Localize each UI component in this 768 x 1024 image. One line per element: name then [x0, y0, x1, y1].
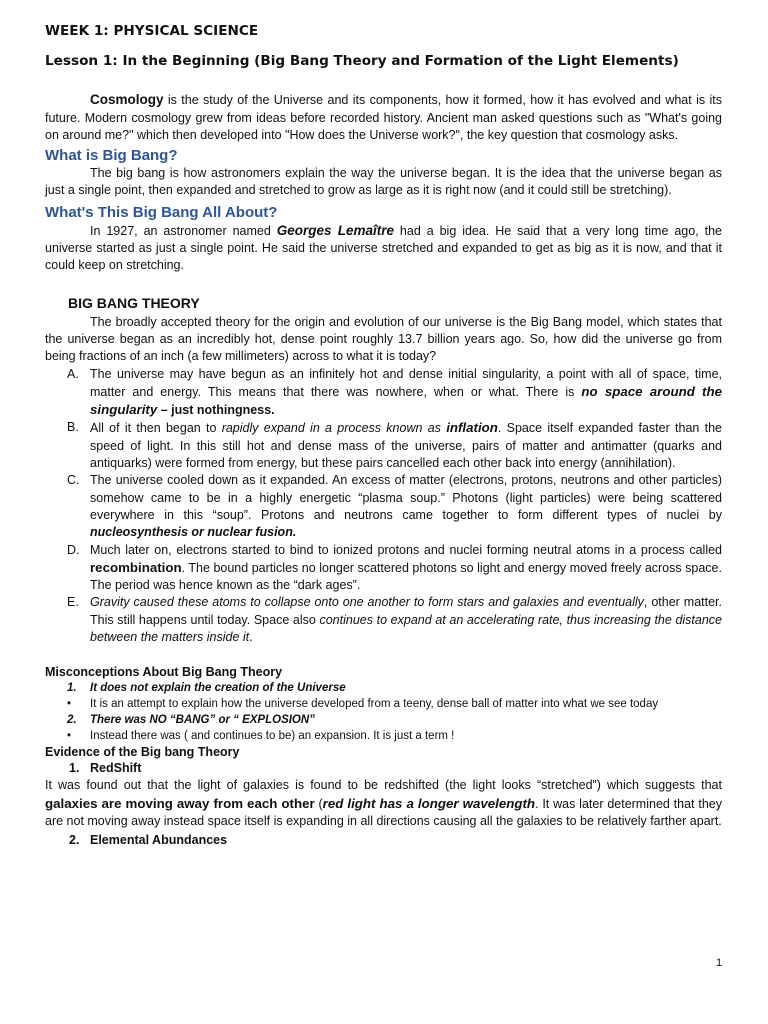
document-page	[45, 20, 722, 849]
list-item: D. Much later on, electrons started to bind to ionized protons and nuclei forming neutral atoms in a process called recombination. The bound particles no longer scattered photons so light and energy moved freely across space. The period was hence known as the “dark ages”.	[67, 542, 722, 593]
list-item: E. Gravity caused these atoms to collapse onto one another to form stars and galaxies and eventually, other matter. This still happens until today. Space also continues to expand at an accelerating rate, thus increasing the distance between the matters inside it.	[67, 595, 723, 645]
about-heading: What's This Big Bang All About?	[45, 203, 278, 221]
big-bang-theory-heading: BIG BANG THEORY	[68, 294, 200, 311]
lesson-title: Lesson 1: In the Beginning (Big Bang Theory and Formation of the Light Elements)	[45, 53, 679, 70]
theory-paragraph: The broadly accepted theory for the origin and evolution of our universe is the Big Bang model, which states that the universe began as an incredibly hot, dense point roughly 13.7 billion years ago. So, how did the universe go from being fractions of an inch (a few millimeters) across to what it is today?	[45, 314, 722, 364]
week-title: WEEK 1: PHYSICAL SCIENCE	[45, 23, 259, 39]
lemaitre-name: Georges Lemaître	[276, 222, 394, 238]
what-is-big-bang-heading: What is Big Bang?	[45, 147, 178, 165]
list-item: 2. There was NO “BANG” or “ EXPLOSION”	[67, 714, 315, 727]
evidence-heading: Evidence of the Big bang Theory	[45, 745, 240, 760]
what-is-paragraph: The big bang is how astronomers explain the way the universe began. It is the idea that the universe began as just a single point, then expanded and stretched to grow as large as it is right now (and it could still be stretching).	[45, 166, 722, 198]
cosmology-term: Cosmology	[90, 92, 164, 108]
list-item: • Instead there was ( and continues to be) an expansion. It is just a term !	[67, 730, 455, 743]
evidence-item-elemental: 2. Elemental Abundances	[69, 833, 228, 848]
about-paragraph: In 1927, an astronomer named Georges Lemaître had a big idea. He said that a very long time ago, the universe started as just a single point. He said the universe stretched and expanded to get as big as it is now, and that it could keep on stretching.	[45, 222, 722, 273]
evidence-item-redshift: 1. RedShift	[69, 761, 142, 776]
list-item: 1. It does not explain the creation of the Universe	[67, 682, 346, 695]
theory-list	[45, 366, 722, 647]
list-item: B. All of it then began to rapidly expand in a process known as inflation. Space itself expanded faster than the speed of light. In this still hot and dense mass of the universe, pairs of matter and antimatter (quarks and antiquarks) were formed from energy, but these pairs cancelled each other back into energy (annihilation).	[67, 420, 722, 471]
list-item: • It is an attempt to explain how the universe developed from a teeny, dense ball of matter into what we see today	[67, 698, 659, 711]
list-item: C. The universe cooled down as it expanded. An excess of matter (electrons, protons, neutrons and other particles) somehow came to be in a highly energetic “plasma soup.” Photons (light particles) were being scattered everywhere in this “soup”. Protons and neutrons came together to form different types of nuclei by nucleosynthesis or nuclear fusion.	[67, 473, 722, 540]
intro-paragraph: Cosmology is the study of the Universe and its components, how it formed, how it has evolved and what is its future. Modern cosmology grew from ideas before recorded history. Ancient man asked questions such as "What's going on around me?" which then developed into "How does the Universe work?", the key question that cosmology asks.	[45, 92, 722, 142]
page-number: 1	[716, 957, 723, 969]
redshift-paragraph: It was found out that the light of galaxies is found to be redshifted (the light looks “stretched”) which suggests that galaxies are moving away from each other (red light has a longer wavelength. It was later determined that they are not moving away instead space itself is expanding in all directions causing all the galaxies to be relatively farther apart.	[45, 778, 722, 828]
list-item: A. The universe may have begun as an infinitely hot and dense initial singularity, a point with all of space, time, matter and energy. This means that there was nowhere, when or what. There is no space around the singularity – just nothingness.	[67, 366, 722, 418]
misconceptions-heading: Misconceptions About Big Bang Theory	[45, 665, 283, 680]
misconceptions-list	[45, 680, 722, 744]
